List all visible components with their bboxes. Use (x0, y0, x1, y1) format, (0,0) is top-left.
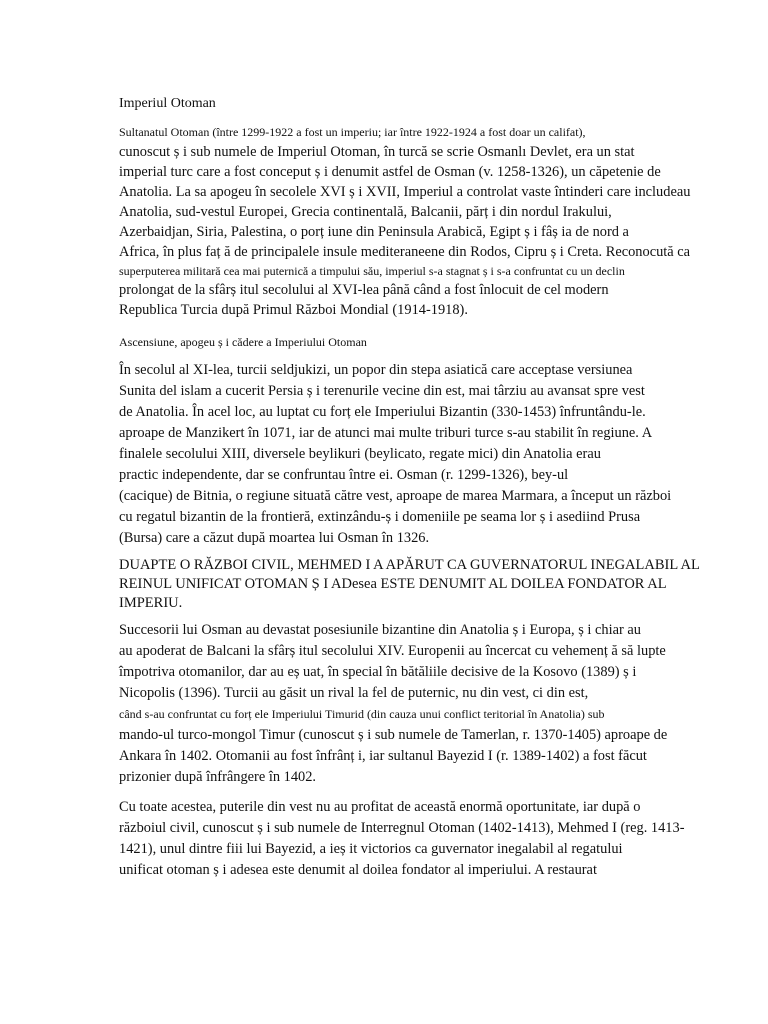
section-heading-caps (119, 556, 700, 613)
paragraph-line: când s-au confruntat cu forț ele Imperiului Timurid (din cauza unui conflict teritorial în Anatolia) sub (119, 707, 605, 721)
paragraph-line: de Anatolia. În acel loc, au luptat cu forț ele Imperiului Bizantin (330-1453) înfruntându-le. (119, 404, 646, 420)
heading-line: REINUL UNIFICAT OTOMAN Ș I ADesea ESTE DENUMIT AL DOILEA FONDATOR AL (119, 576, 667, 592)
paragraph-line: Succesorii lui Osman au devastat posesiunile bizantine din Anatolia ș i Europa, ș i chiar au (119, 622, 641, 638)
paragraph-line: Sultanatul Otoman (între 1299-1922 a fost un imperiu; iar între 1922-1924 a fost doar un califat), (119, 125, 586, 139)
paragraph-line: Sunita del islam a cucerit Persia ș i terenurile vecine din est, mai târziu au avansat spre vest (119, 383, 645, 399)
paragraph-line: Republica Turcia după Primul Război Mondial (1914-1918). (119, 302, 468, 318)
section2-paragraph (119, 620, 689, 788)
paragraph-line: 1421), unul dintre fiii lui Bayezid, a ieș it victorios ca guvernator inegalabil al regatului (119, 841, 623, 857)
paragraph-line: finalele secolului XIII, diversele beylikuri (beylicato, regate mici) din Anatolia erau (119, 446, 601, 462)
paragraph-line: cu regatul bizantin de la frontieră, extinzându-ș i domeniile pe seama lor ș i asediind Prusa (119, 509, 641, 525)
section3-paragraph (119, 797, 689, 881)
paragraph-line: (cacique) de Bitnia, o regiune situată către vest, aproape de marea Marmara, a început un război (119, 488, 672, 504)
paragraph-line: aproape de Manzikert în 1071, iar de atunci mai multe triburi turce s-au stabilit în regiune. A (119, 425, 653, 441)
paragraph-line: mando-ul turco-mongol Timur (cunoscut ș i sub numele de Tamerlan, r. 1370-1405) aproape de (119, 727, 668, 743)
paragraph-line: superputerea militară cea mai puternică a timpului său, imperiul s-a stagnat ș i s-a confruntat cu un declin (119, 264, 625, 278)
section-heading: Ascensiune, apogeu ș i cădere a Imperiului Otoman (119, 335, 367, 349)
paragraph-line: Anatolia. La sa apogeu în secolele XVI ș i XVII, Imperiul a controlat vaste întinderi care includeau (119, 184, 691, 200)
paragraph-line: Azerbaidjan, Siria, Palestina, o porț iune din Peninsula Arabică, Egipt ș i fâș ia de nord a (119, 224, 629, 240)
paragraph-line: Nicopolis (1396). Turcii au găsit un rival la fel de puternic, nu din vest, ci din est, (119, 685, 589, 701)
paragraph-line: au apoderat de Balcani la sfârș itul secolului XIV. Europenii au încercat cu vehemenț ă să lupte (119, 643, 666, 659)
paragraph-line: prizonier după înfrângere în 1402. (119, 769, 316, 785)
paragraph-line: practic independente, dar se confruntau între ei. Osman (r. 1299-1326), bey-ul (119, 467, 569, 483)
paragraph-line: cunoscut ș i sub numele de Imperiul Otoman, în turcă se scrie Osmanlı Devlet, era un stat (119, 144, 635, 160)
heading-line: DUAPTE O RĂZBOI CIVIL, MEHMED I A APĂRUT CA GUVERNATORUL INEGALABIL AL (119, 557, 700, 573)
paragraph-line: Ankara în 1402. Otomanii au fost înfrânț i, iar sultanul Bayezid I (r. 1389-1402) a fost făcut (119, 748, 647, 764)
paragraph-line: În secolul al XI-lea, turcii seldjukizi, un popor din stepa asiatică care acceptase versiunea (119, 362, 633, 378)
paragraph-line: împotriva otomanilor, dar au eș uat, în special în bătăliile decisive de la Kosovo (1389) ș i (119, 664, 637, 680)
paragraph-line: prolongat de la sfârș itul secolului al XVI-lea până când a fost înlocuit de cel modern (119, 282, 609, 298)
paragraph-line: (Bursa) care a căzut după moartea lui Osman în 1326. (119, 530, 430, 546)
paragraph-line: Cu toate acestea, puterile din vest nu au profitat de această enormă oportunitate, iar după o (119, 799, 641, 815)
heading-line: IMPERIU. (119, 595, 183, 611)
section1-paragraph (119, 360, 689, 549)
paragraph-line: războiul civil, cunoscut ș i sub numele de Interregnul Otoman (1402-1413), Mehmed I (reg. 1413- (119, 820, 685, 836)
paragraph-line: unificat otoman ș i adesea este denumit al doilea fondator al imperiului. A restaurat (119, 862, 597, 878)
document-title: Imperiul Otoman (119, 96, 216, 111)
paragraph-line: Anatolia, sud-vestul Europei, Grecia continentală, Balcanii, părț i din nordul Irakului, (119, 204, 612, 220)
paragraph-line: Africa, în plus faț ă de principalele insule mediteraneene din Rodos, Cipru ș i Creta. Reconocută ca (119, 244, 691, 260)
paragraph-line: imperial turc care a fost conceput ș i denumit astfel de Osman (v. 1258-1326), un căpetenie de (119, 164, 661, 180)
intro-paragraph (119, 122, 689, 320)
